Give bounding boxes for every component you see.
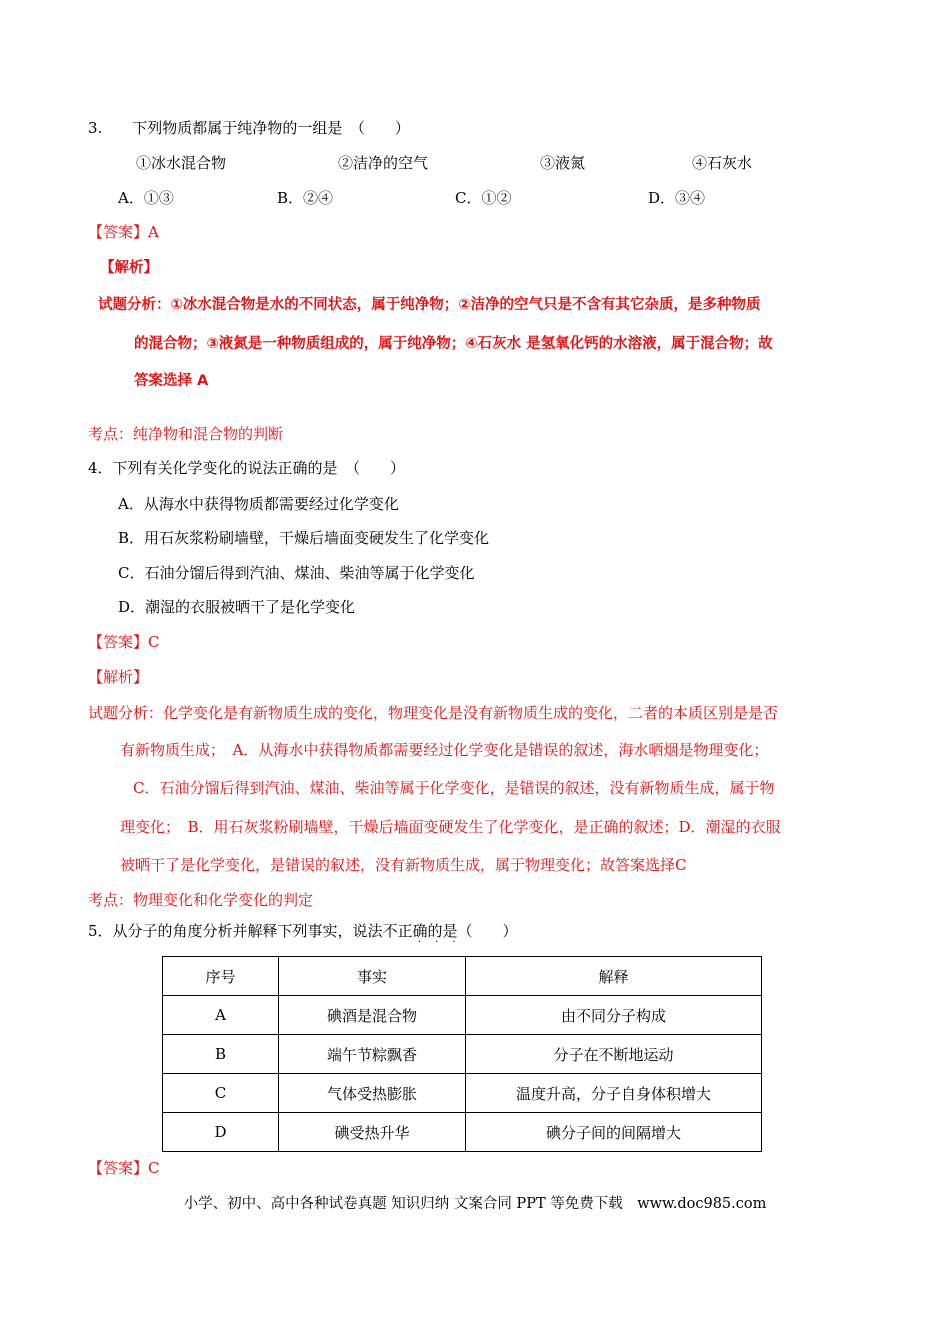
- table-row: [163, 1113, 762, 1152]
- q4-option-c: C．石油分馏后得到汽油、煤油、柴油等属于化学变化: [118, 564, 475, 582]
- table-row: [163, 996, 762, 1035]
- table-header-cell: 解释: [466, 957, 762, 996]
- table-cell: 碘酒是混合物: [279, 996, 466, 1035]
- table-cell: 碘分子间的间隔增大: [466, 1113, 762, 1152]
- emphasis-dots: ···: [418, 937, 470, 948]
- q3-item-3: ③液氮: [540, 154, 586, 172]
- table-header-cell: 事实: [279, 957, 466, 996]
- q4-analysis-line-3: C．石油分馏后得到汽油、煤油、柴油等属于化学变化，是错误的叙述，没有新物质生成，属于物: [133, 779, 775, 797]
- q3-analysis-title: 【解析】: [100, 260, 158, 276]
- page-footer: 小学、初中、高中各种试卷真题 知识归纳 文案合同 PPT 等免费下载 www.doc985.com: [183, 1196, 767, 1212]
- q4-analysis-title: 【解析】: [88, 668, 149, 686]
- table-cell: A: [163, 996, 279, 1035]
- q4-analysis-line-2: 有新物质生成； A．从海水中获得物质都需要经过化学变化是错误的叙述，海水晒烟是物理变化；: [120, 741, 769, 759]
- q3-option-b: B．②④: [277, 189, 334, 207]
- q5-stem: 5．从分子的角度分析并解释下列事实，说法不正确的是（ ）: [88, 922, 518, 940]
- table-cell: 端午节粽飘香: [279, 1035, 466, 1074]
- q3-stem: 3. 下列物质都属于纯净物的一组是 （ ）: [88, 119, 410, 137]
- q4-option-a: A．从海水中获得物质都需要经过化学变化: [118, 495, 399, 513]
- q4-answer: 【答案】C: [88, 633, 160, 651]
- q3-option-c: C．①②: [455, 189, 512, 207]
- q3-answer: 【答案】A: [88, 223, 159, 241]
- q4-analysis-line-1: 试题分析：化学变化是有新物质生成的变化，物理变化是没有新物质生成的变化，二者的本质区别是是否: [88, 704, 779, 722]
- q4-stem: 4．下列有关化学变化的说法正确的是 （ ）: [88, 459, 406, 477]
- q3-option-d: D．③④: [648, 189, 706, 207]
- q3-analysis-line-3: 答案选择 A: [134, 373, 209, 389]
- q5-table: [162, 956, 762, 1152]
- table-cell: C: [163, 1074, 279, 1113]
- table-cell: B: [163, 1035, 279, 1074]
- q3-analysis-line-1: 试题分析：①冰水混合物是水的不同状态，属于纯净物；②洁净的空气只是不含有其它杂质，是多种物质: [98, 297, 761, 313]
- table-cell: 由不同分子构成: [466, 996, 762, 1035]
- table-cell: 温度升高，分子自身体积增大: [466, 1074, 762, 1113]
- q4-analysis-line-4: 理变化； B．用石灰浆粉刷墙壁，干燥后墙面变硬发生了化学变化，是正确的叙述；D．潮湿的衣服: [120, 818, 781, 836]
- q4-kaodian: 考点：物理变化和化学变化的判定: [88, 891, 314, 909]
- q3-option-a: A．①③: [118, 189, 174, 207]
- table-row: [163, 1035, 762, 1074]
- q3-analysis-line-2: 的混合物；③液氮是一种物质组成的，属于纯净物；④石灰水 是氢氧化钙的水溶液，属于混合物；故: [134, 336, 773, 352]
- q4-analysis-line-5: 被晒干了是化学变化，是错误的叙述，没有新物质生成，属于物理变化；故答案选择C: [120, 856, 687, 874]
- q4-option-b: B．用石灰浆粉刷墙壁，干燥后墙面变硬发生了化学变化: [118, 529, 490, 547]
- table-cell: 气体受热膨胀: [279, 1074, 466, 1113]
- table-cell: 分子在不断地运动: [466, 1035, 762, 1074]
- table-cell: D: [163, 1113, 279, 1152]
- q3-item-4: ④石灰水: [692, 154, 753, 172]
- table-row: [163, 1074, 762, 1113]
- q3-kaodian: 考点：纯净物和混合物的判断: [88, 425, 284, 443]
- table-cell: 碘受热升华: [279, 1113, 466, 1152]
- table-header-row: [163, 957, 762, 996]
- q5-answer: 【答案】C: [88, 1159, 160, 1177]
- table-header-cell: 序号: [163, 957, 279, 996]
- q3-item-1: ①冰水混合物: [136, 154, 227, 172]
- q4-option-d: D．潮湿的衣服被晒干了是化学变化: [118, 598, 356, 616]
- q3-item-2: ②洁净的空气: [338, 154, 429, 172]
